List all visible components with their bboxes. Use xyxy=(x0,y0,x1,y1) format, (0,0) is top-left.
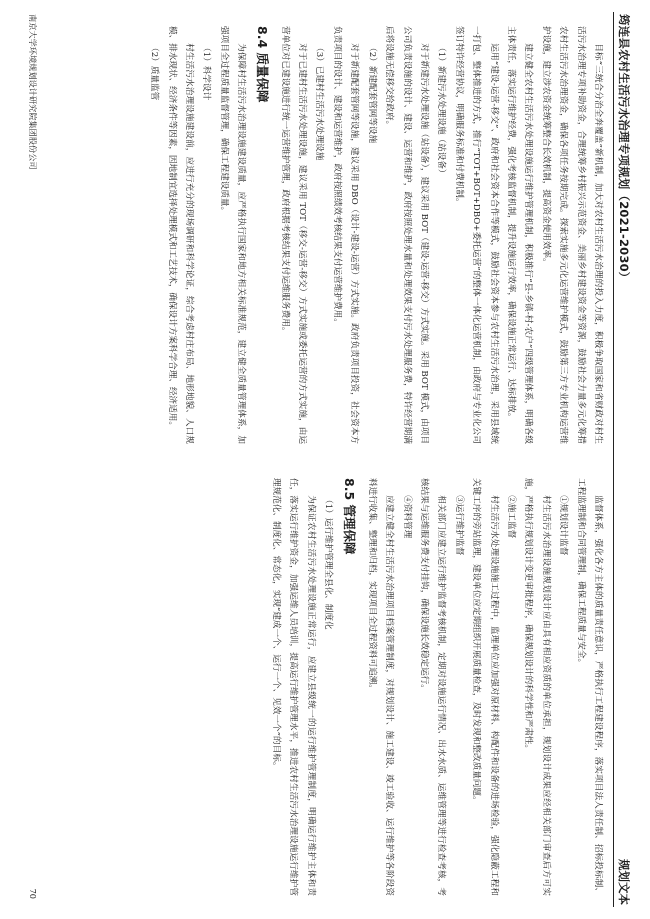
paragraph: 建立健全农村生活污水处理设施运行维护管理机制，积极推行“县-乡镇-村-农户”四级管理体系，明确各级主体责任，落实运行维护经费，强化考核监督机制，提升设施运行效率，确保设施正常运行、达标排放。 xyxy=(505,26,534,444)
subheading: （3）已建村生活污水处理设施 xyxy=(314,43,325,161)
subheading: ③运行维护监督 xyxy=(453,495,464,556)
paragraph: 应建立健全村生活污水治理项目档案管理制度，对规划设计、施工建设、竣工验收、运行维护等各阶段资料进行收集、整理和归档，实现项目全过程资料可追溯。 xyxy=(366,478,395,896)
footer-organization: 南京大学环境规划设计研究院集团股份公司 xyxy=(28,14,38,170)
paragraph: 对于已建村生活污水处理设施，建议采用 TOT（移交-运营-移交）方式实施或委托运营的方式实施，由运营单位对已建设施进行统一运营维护管理，政府根据考核结果支付运维服务费用。 xyxy=(279,26,308,444)
subheading: ①规划设计监督 xyxy=(558,495,569,556)
subheading: （1）运行维护管理全县化、制度化 xyxy=(323,495,334,630)
paragraph: 目标“三统合分治全奔覆盖”新机制，加大对农村生活污水治理的投入力度，积极争取国家和省财政对村生活污水治理专项补助资金，合理统筹乡村振兴示范资金、美丽乡村建设资金等资源，鼓励社会力量多元化筹措农村生活污水治理资金，确保各项任务按期完成。探索实施多元化运营维护模式，鼓励第三方专业机构运营维护设施，建立涉农资金统筹整合长效机制，提高资金使用效率。 xyxy=(540,26,603,444)
subheading: （2）新建配套管网等设施 xyxy=(366,43,377,144)
left-column xyxy=(145,26,606,444)
paragraph: 运用“建设-运营-移交”、政府和社会资本合作等模式，鼓励社会资本参与农村生活污水治理，采用县域统一打包、整体推进的方式，推行“TOT+BOT+DBO+委托运营”的整体一体化运营机制，由政府与专业化公司签订特许经营协议，明确服务标准和付费机制。 xyxy=(453,26,499,444)
paragraph: 相关部门应建立运行维护监督考核机制，定期对设施运行情况、出水水质、运维管理等进行检查考核，考核结果与运维服务费支付挂钩，确保设施长效稳定运行。 xyxy=(418,478,447,896)
section-heading: 8.5 管理保障 xyxy=(342,478,358,555)
subheading: ②施工监督 xyxy=(505,495,516,539)
document-title: 筠连县农村生活污水治理专项规划（2021-2030） xyxy=(617,14,631,284)
subheading: ④资料管理 xyxy=(401,495,412,539)
paragraph: 为保障村生活污水治理设施建设质量，应严格执行国家和地方相关标准规范，建立健全质量管理体系，加强项目全过程质量监督管理，确保工程建设质量。 xyxy=(218,26,247,444)
subheading: （1）新建污水处理设施（站设备） xyxy=(436,43,447,178)
right-column xyxy=(267,478,606,896)
paragraph: 对于新建污水处理设施（站设备），建议采用 BOT（建设-运营-移交）方式实施。采用 BOT 模式，由项目公司负责设施的设计、建设、运营和维护，政府按照处理水量和处理效果支付污水处理服务费，特许经营期满后将设施无偿移交给政府。 xyxy=(384,26,429,444)
header-divider xyxy=(613,12,614,907)
page-number: 70 xyxy=(28,888,38,899)
subheading: （2）质量监管 xyxy=(149,43,160,101)
paragraph: 村生活污水治理设施规划设计应由具有相应资质的单位承担，规划设计成果应经相关部门审查后方可实施，严格执行规划设计变更审批程序，确保规划设计的科学性和严肃性。 xyxy=(523,478,551,896)
section-heading: 8.4 质量保障 xyxy=(255,26,271,103)
paragraph: 为保证农村生活污水处理设施正常运行，应建立县级统一的运行维护管理制度，明确运行维护主体和责任，落实运行维护资金，加强运维人员培训，提高运行维护管理水平，推进农村生活污水治理设施运行维护管理规范化、制度化、常态化，实现“建成一个、运行一个、见效一个”的目标。 xyxy=(271,478,316,896)
paragraph: 村生活污水治理设施建设前，应进行充分的现场调研和科学论证，综合考虑村庄布局、地形地貌、人口规模、排水现状、经济条件等因素，因地制宜选择处理模式和工艺技术，确保设计方案科学合理、经济适用。 xyxy=(166,26,195,444)
paragraph: 监督体系，强化各方主体的质量责任意识，严格执行工程建设程序，落实项目法人责任制、招标投标制、工程监理制和合同管理制，确保工程质量与安全。 xyxy=(575,478,603,896)
paragraph: 村生活污水处理设施施工过程中，监理单位应加强对原材料、构配件和设备的进场检验，强化隐蔽工程和关键工序的旁站监理，建设单位应定期组织开展质量检查，及时发现和整改质量问题。 xyxy=(471,478,499,896)
paragraph: 对于新建配套管网等设施，建议采用 DBO（设计-建设-运营）方式实施。政府负责项目投资，社会资本方负责项目的设计、建设和运营维护，政府按照绩效考核结果支付运营维护费用。 xyxy=(331,26,360,444)
document-type: 规划文本 xyxy=(617,859,631,905)
subheading: （1）科学设计 xyxy=(201,43,212,101)
